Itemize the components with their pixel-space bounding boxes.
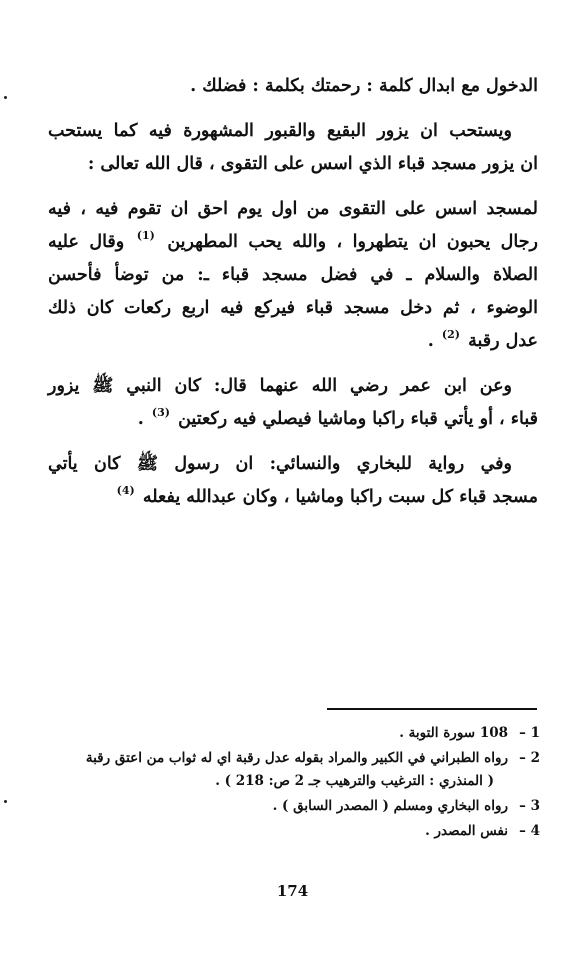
footnote-item xyxy=(40,795,540,818)
text-line: الوضوء ، ثم دخل مسجد قباء فيركع فيه اربع ركعات كان ذلك xyxy=(48,298,538,318)
footnote-number: 1 – xyxy=(519,725,540,741)
text-line: الدخول مع ابدال كلمة : رحمتك بكلمة : فضلك . xyxy=(190,76,538,96)
text-line xyxy=(48,325,538,358)
text-line: الصلاة والسلام ـ في فضل مسجد قباء ـ: من توضأ فأحسن xyxy=(48,265,538,285)
footnote-reference[interactable]: (1) xyxy=(136,229,155,242)
text-fragment: مسجد قباء كل سبت راكبا وماشيا ، وكان عبدالله يفعله xyxy=(142,487,538,507)
main-text xyxy=(48,70,538,514)
text-line: وفي رواية للبخاري والنسائي: ان رسول ﷺ كان يأتي xyxy=(48,454,512,474)
text-fragment: . xyxy=(427,331,434,351)
paragraph-5 xyxy=(48,448,538,514)
text-line xyxy=(48,403,538,436)
footnote-item xyxy=(40,722,540,745)
footnote-number: 4 – xyxy=(519,823,540,839)
text-line: وعن ابن عمر رضي الله عنهما قال: كان النبي ﷺ يزور xyxy=(48,376,512,396)
footnote-line: نفس المصدر . xyxy=(425,823,508,839)
paragraph-4 xyxy=(48,370,538,436)
footnote-line: رواه الطبراني في الكبير والمراد بقوله عدل رقبة اي له ثواب من اعتق رقبة xyxy=(85,750,508,766)
footnote-separator xyxy=(327,708,537,710)
footnote-item xyxy=(40,747,540,793)
footnote-continuation: ( المنذري : الترغيب والترهيب جـ 2 ص: 218 ) . xyxy=(215,773,494,789)
footnote-reference[interactable]: (4) xyxy=(116,484,135,497)
page-number: 174 xyxy=(276,882,309,900)
footnote-line: رواه البخاري ومسلم ( المصدر السابق ) . xyxy=(272,798,508,814)
footnote-item xyxy=(40,820,540,843)
scan-speck xyxy=(4,96,7,99)
footnote-text xyxy=(40,795,508,818)
text-line xyxy=(48,226,538,259)
footnote-text xyxy=(40,747,508,793)
text-line: لمسجد اسس على التقوى من اول يوم احق ان تقوم فيه ، فيه xyxy=(48,199,538,219)
text-fragment: . xyxy=(137,409,144,429)
footnote-text xyxy=(40,722,508,745)
text-fragment: رجال يحبون ان يتطهروا ، والله يحب المطهرين xyxy=(167,232,538,252)
text-fragment: وقال عليه xyxy=(48,232,125,252)
footnote-line: 108 سورة التوبة . xyxy=(399,725,508,741)
paragraph-3 xyxy=(48,193,538,358)
text-fragment: قباء ، أو يأتي قباء راكبا وماشيا فيصلي فيه ركعتين xyxy=(178,409,538,429)
footnote-number: 3 – xyxy=(519,798,540,814)
text-line: ويستحب ان يزور البقيع والقبور المشهورة فيه كما يستحب xyxy=(48,121,512,141)
footnotes xyxy=(40,722,540,845)
paragraph-1 xyxy=(48,70,538,103)
scan-speck xyxy=(4,800,7,803)
footnote-reference[interactable]: (3) xyxy=(151,406,170,419)
text-line: ان يزور مسجد قباء الذي اسس على التقوى ، قال الله تعالى : xyxy=(87,154,538,174)
footnote-number: 2 – xyxy=(519,750,540,766)
footnote-text xyxy=(40,820,508,843)
text-line xyxy=(48,481,538,514)
text-fragment: عدل رقبة xyxy=(468,331,538,351)
footnote-reference[interactable]: (2) xyxy=(441,328,460,341)
paragraph-2 xyxy=(48,115,538,181)
